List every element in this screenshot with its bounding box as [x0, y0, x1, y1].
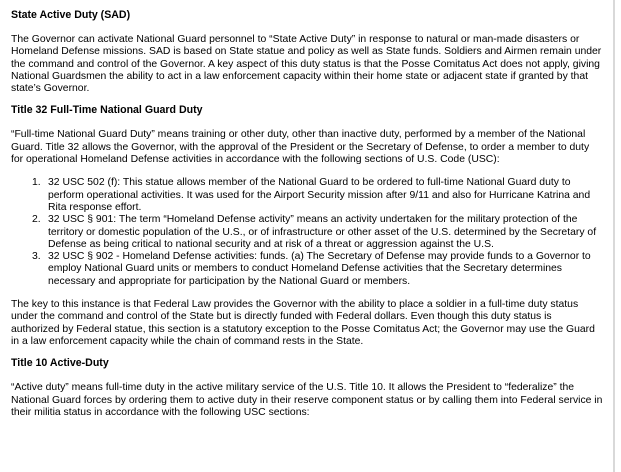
list-item [32, 214, 603, 251]
heading-state-active-duty: State Active Duty (SAD) [11, 9, 131, 21]
list-item [32, 177, 603, 214]
list-item-number: 2. [32, 214, 41, 226]
list-item-text: 32 USC 502 (f): This statue allows member of the National Guard to be ordered to full-time National Guard duty to perform operational activities. It was used for the Airport Security mission after 9/11 and also for Hurricane Katrina and Rita response effort. [48, 177, 591, 213]
list-item [32, 251, 603, 288]
list-item-number: 1. [32, 177, 41, 189]
paragraph-title-32-closing: The key to this instance is that Federal Law provides the Governor with the ability to place a soldier in a full-time duty status under the command and control of the State but is directly funded with Federal dollars. Even though this duty status is authorized by Federal statue, this section is a statutory exception to the Posse Comitatus Act; the Governor may use the Guard in a law enforcement capacity while the chain of command rests in the State. [11, 299, 595, 347]
paragraph-title-32: “Full-time National Guard Duty” means training or other duty, other than inactive duty, performed by a member of the National Guard. Title 32 allows the Governor, with the approval of the President or the Secretary of Defense, to order a member to duty for operational Homeland Defense activities in accordance with the following sections of U.S. Code (USC): [11, 129, 590, 166]
usc-section-list [11, 177, 603, 288]
paragraph-title-10: “Active duty” means full-time duty in the active military service of the U.S. Title 10. It allows the President to “federalize” the National Guard forces by ordering them to active duty in their reserve component status or by calling them into Federal service in their militia status in accordance with the following USC sections: [11, 382, 603, 418]
heading-title-32: Title 32 Full-Time National Guard Duty [11, 104, 203, 117]
list-item-text: 32 USC § 901: The term “Homeland Defense activity” means an activity undertaken for the military protection of the territory or domestic population of the U.S., or of infrastructure or other asset of the U.S. determined by the Secretary of Defense as being critical to national security and at risk of a threat or aggression against the U.S. [48, 214, 597, 250]
paragraph-state-active-duty: The Governor can activate National Guard personnel to “State Active Duty” in response to natural or man-made disasters or Homeland Defense missions. SAD is based on State statue and policy as well as State funds. Soldiers and Airmen remain under the command and control of the Governor. A key aspect of this duty status is that the Posse Comitatus Act does not apply, giving National Guardsmen the ability to act in a law enforcement capacity within their home state or adjacent state if granted by that state’s Governor. [11, 34, 602, 95]
document-body [11, 9, 603, 419]
list-item-number: 3. [32, 251, 41, 263]
heading-title-10: Title 10 Active-Duty [11, 357, 109, 370]
list-item-text: 32 USC § 902 - Homeland Defense activities: funds. (a) The Secretary of Defense may provide funds to a Governor to employ National Guard units or members to conduct Homeland Defense activities that the Secretary determines necessary and appropriate for participation by the National Guard or members. [48, 251, 591, 287]
